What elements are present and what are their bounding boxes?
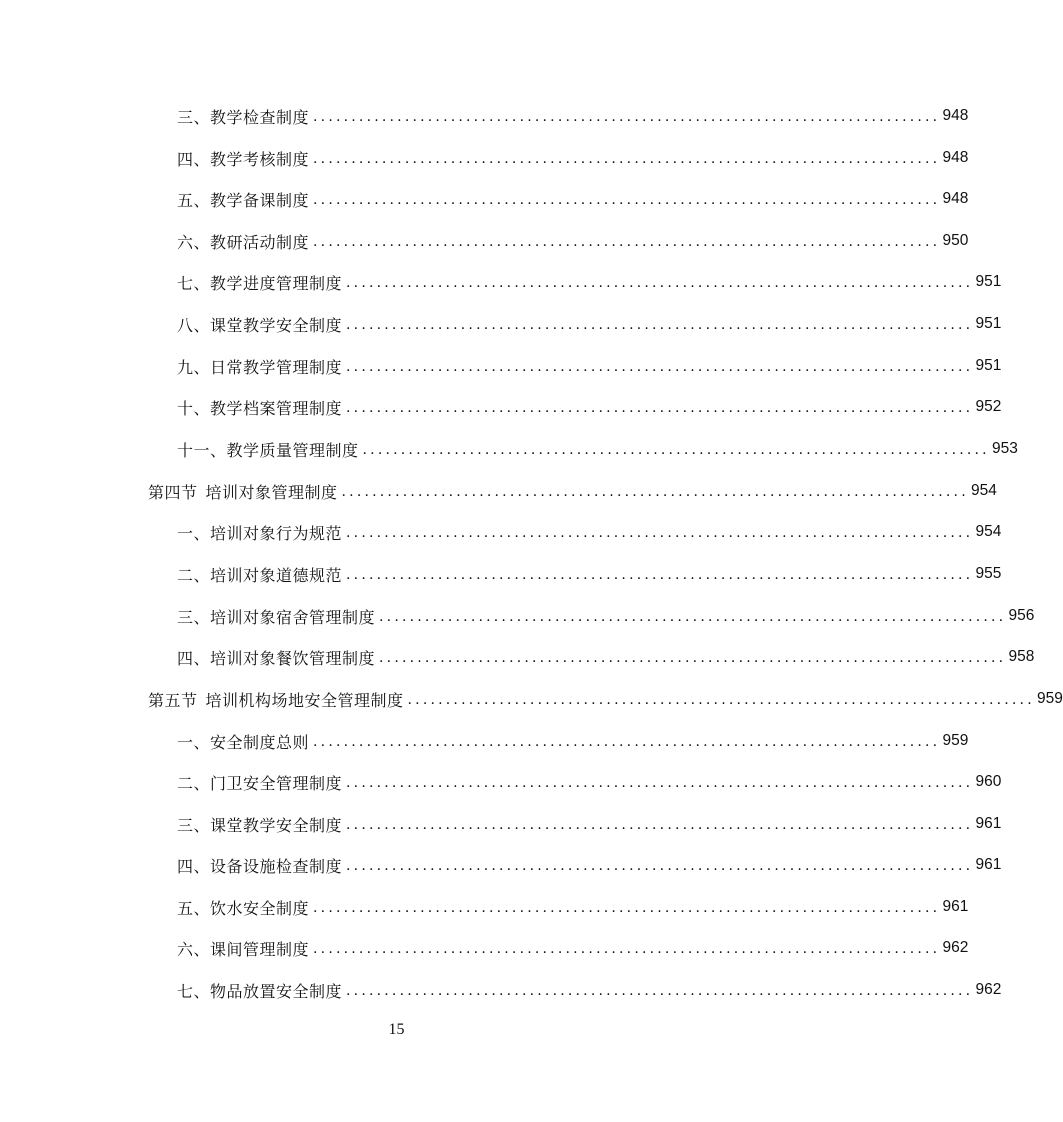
section-number: 第四节	[148, 482, 198, 502]
toc-entry[interactable]	[0, 761, 1002, 803]
toc-entry-title: 九、日常教学管理制度	[177, 357, 343, 377]
dot-leader: ..................................................................................	[313, 234, 941, 250]
dot-leader: ..................................................................................	[313, 192, 941, 208]
toc-entry[interactable]	[0, 969, 1002, 1011]
toc-entry[interactable]	[0, 636, 1035, 678]
dot-leader: ..................................................................................	[346, 400, 974, 416]
toc-entry[interactable]	[0, 178, 969, 220]
toc-entry-page: 948	[942, 107, 969, 124]
dot-leader: ..................................................................................	[346, 817, 974, 833]
toc-section-entry[interactable]	[0, 678, 1063, 720]
toc-entry-page: 961	[942, 898, 969, 915]
toc-entry[interactable]	[0, 137, 969, 179]
toc-entry-page: 950	[942, 232, 969, 249]
toc-entry[interactable]	[0, 720, 969, 762]
toc-entry-title: 二、门卫安全管理制度	[177, 773, 343, 793]
toc-entry[interactable]	[0, 220, 969, 262]
dot-leader: ..................................................................................	[313, 941, 941, 957]
dot-leader: ..................................................................................	[379, 609, 1007, 625]
toc-entry[interactable]	[0, 386, 1002, 428]
toc-entry-title: 二、培训对象道德规范	[177, 565, 343, 585]
dot-leader: ..................................................................................	[379, 650, 1007, 666]
toc-entry-title: 四、教学考核制度	[177, 149, 310, 169]
toc-entry-page: 951	[975, 357, 1002, 374]
dot-leader: ..................................................................................	[313, 109, 941, 125]
dot-leader: ..................................................................................	[407, 692, 1035, 708]
dot-leader: ..................................................................................	[346, 359, 974, 375]
dot-leader: ..................................................................................	[313, 734, 941, 750]
toc-entry[interactable]	[0, 927, 969, 969]
toc-entry-page: 956	[1008, 607, 1035, 624]
toc-entry-title: 三、教学检查制度	[177, 107, 310, 127]
toc-entry-title: 六、课间管理制度	[177, 939, 310, 959]
toc-entry-page: 958	[1008, 648, 1035, 665]
toc-entry-title: 十一、教学质量管理制度	[177, 440, 359, 460]
dot-leader: ..................................................................................	[346, 858, 974, 874]
toc-entry-title: 四、培训对象餐饮管理制度	[177, 648, 376, 668]
toc-entry-page: 961	[975, 815, 1002, 832]
toc-entry-page: 948	[942, 149, 969, 166]
toc-entry[interactable]	[0, 95, 969, 137]
toc-entry-page: 952	[975, 398, 1002, 415]
toc-entry[interactable]	[0, 844, 1002, 886]
toc-entry[interactable]	[0, 345, 1002, 387]
toc-entry[interactable]	[0, 803, 1002, 845]
toc-entry-page: 962	[975, 981, 1002, 998]
toc-entry-page: 960	[975, 773, 1002, 790]
toc-entry-page: 954	[970, 482, 997, 499]
section-name: 培训对象管理制度	[205, 482, 338, 502]
toc-entry-page: 961	[975, 856, 1002, 873]
toc-entry-title: 七、教学进度管理制度	[177, 273, 343, 293]
toc-entry-page: 954	[975, 523, 1002, 540]
toc-entry-page: 951	[975, 273, 1002, 290]
dot-leader: ..................................................................................	[346, 983, 974, 999]
toc-entry[interactable]	[0, 511, 1002, 553]
dot-leader: ..................................................................................	[346, 567, 974, 583]
toc-section-title	[148, 480, 338, 503]
toc-entry-page: 959	[1036, 690, 1063, 707]
dot-leader: ..................................................................................	[346, 525, 974, 541]
dot-leader: ..................................................................................	[313, 151, 941, 167]
toc-entry-title: 三、课堂教学安全制度	[177, 815, 343, 835]
toc-entry-page: 962	[942, 939, 969, 956]
toc-entry-page: 951	[975, 315, 1002, 332]
toc-entry-title: 四、设备设施检查制度	[177, 856, 343, 876]
toc-entry-page: 959	[942, 732, 969, 749]
toc-entry-page: 955	[975, 565, 1002, 582]
toc-entry[interactable]	[0, 595, 1035, 637]
toc-entry[interactable]	[0, 886, 969, 928]
toc-entry[interactable]	[0, 428, 1018, 470]
toc-entry-title: 八、课堂教学安全制度	[177, 315, 343, 335]
toc-entry-title: 五、教学备课制度	[177, 190, 310, 210]
toc-entry[interactable]	[0, 303, 1002, 345]
toc-section-entry[interactable]	[0, 470, 997, 512]
dot-leader: ..................................................................................	[346, 775, 974, 791]
toc-entry-page: 953	[991, 440, 1018, 457]
dot-leader: ..................................................................................	[341, 484, 969, 500]
page-number: 15	[388, 1021, 405, 1038]
dot-leader: ..................................................................................	[313, 900, 941, 916]
section-number: 第五节	[148, 690, 198, 710]
dot-leader: ..................................................................................	[346, 275, 974, 291]
toc-entry-title: 一、培训对象行为规范	[177, 523, 343, 543]
toc-entry-title: 五、饮水安全制度	[177, 898, 310, 918]
toc-entry[interactable]	[0, 261, 1002, 303]
toc-entry-title: 一、安全制度总则	[177, 732, 310, 752]
toc-entry-title: 三、培训对象宿舍管理制度	[177, 607, 376, 627]
dot-leader: ..................................................................................	[362, 442, 990, 458]
toc-entry-title: 六、教研活动制度	[177, 232, 310, 252]
toc-section-title	[148, 688, 404, 711]
section-name: 培训机构场地安全管理制度	[205, 690, 404, 710]
toc-entry[interactable]	[0, 553, 1002, 595]
toc-entry-title: 七、物品放置安全制度	[177, 981, 343, 1001]
toc-entry-title: 十、教学档案管理制度	[177, 398, 343, 418]
dot-leader: ..................................................................................	[346, 317, 974, 333]
toc-entry-page: 948	[942, 190, 969, 207]
